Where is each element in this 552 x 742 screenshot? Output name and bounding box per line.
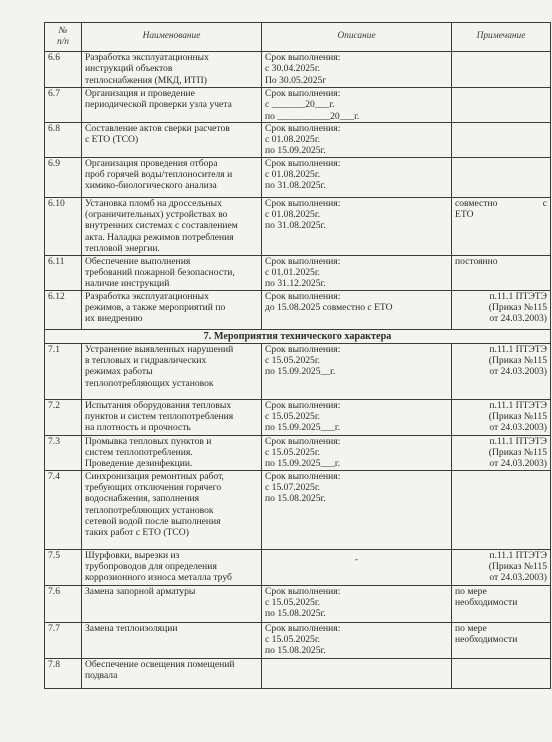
row-name [82, 290, 262, 329]
row-note-line: от 24.03.2003) [489, 366, 547, 378]
row-note [452, 122, 551, 157]
row-note-line: от 24.03.2003) [489, 572, 547, 584]
row-note [452, 622, 551, 658]
table-row [45, 157, 551, 197]
row-number: 7.3 [45, 435, 82, 470]
row-description-line: с 15.05.2025г. [265, 446, 321, 458]
row-note [452, 157, 551, 197]
row-description-line: по ___________20___г. [265, 110, 360, 122]
row-note-line: (Приказ №115 [488, 354, 547, 366]
row-name-line: проб горячей воды/теплоносителя и [85, 169, 233, 181]
row-note-line: (Приказ №115 [488, 410, 547, 422]
row-name [82, 343, 262, 399]
row-name-line: тепловой энергии. [85, 242, 160, 254]
row-number: 6.12 [45, 290, 82, 329]
row-note [452, 255, 551, 290]
row-name-line: Разработка эксплуатационных [85, 290, 209, 302]
row-name-line: таких работ с ЕТО (ТСО) [85, 527, 189, 539]
row-note [452, 470, 551, 549]
row-note [452, 88, 551, 123]
row-name [82, 622, 262, 658]
row-description [262, 343, 452, 399]
row-number: 6.6 [45, 52, 82, 88]
row-name-line: акта. Наладка режимов потребления [85, 231, 234, 243]
row-name-line: требующих отключения горячего [85, 481, 222, 493]
row-description-line: с 15.05.2025г. [265, 354, 321, 366]
row-description-line: по 31.08.2025г. [265, 180, 326, 192]
table-header-row [45, 23, 551, 52]
row-description-line: Срок выполнения: [265, 52, 341, 63]
row-name-line: с ЕТО (ТСО) [85, 134, 139, 146]
row-description [262, 399, 452, 435]
row-description-line: по 15.09.2025___г. [265, 422, 341, 434]
row-number: 6.10 [45, 197, 82, 255]
table-row [45, 585, 551, 622]
row-description [262, 157, 452, 197]
row-note [452, 343, 551, 399]
row-note [452, 290, 551, 329]
row-note-line: ЕТО [455, 209, 474, 221]
row-description-line: Срок выполнения: [265, 255, 341, 267]
rows-section-7 [45, 343, 551, 688]
row-name-line: на плотность и прочность [85, 422, 191, 434]
row-note-line: п.11.1 ПТЭТЭ [489, 290, 547, 302]
row-note [452, 585, 551, 622]
row-description-line: по 31.12.2025г. [265, 278, 326, 290]
row-description [262, 52, 452, 88]
row-description-line: - [354, 553, 359, 565]
row-note-word: совместно [455, 197, 498, 209]
row-name-line: Устранение выявленных нарушений [85, 343, 234, 355]
row-description-line: до 15.08.2025 совместно с ЕТО [265, 301, 393, 313]
row-description-line: с 01.08.2025г. [265, 169, 321, 181]
row-description-line: Срок выполнения: [265, 157, 341, 169]
row-name-line: Составление актов сверки расчетов [85, 122, 230, 134]
row-description-line: Срок выполнения: [265, 290, 341, 302]
row-name-line: пунктов и систем теплопотребления [85, 410, 234, 422]
section-heading-row [45, 329, 551, 343]
row-name [82, 255, 262, 290]
row-note [452, 399, 551, 435]
row-description-line: по 15.08.2025г. [265, 493, 326, 505]
row-name [82, 435, 262, 470]
row-note-line: п.11.1 ПТЭТЭ [489, 435, 547, 447]
header-number: № п/п [45, 23, 82, 52]
row-name-line: теплоснабжения (МКД, ИТП) [85, 74, 207, 86]
row-name-line: режимах работы [85, 366, 153, 378]
row-description [262, 88, 452, 123]
row-name-line: систем теплопотребления. [85, 446, 193, 458]
row-name-line: инструкций объектов [85, 63, 173, 75]
row-note [452, 197, 551, 255]
row-name-line: Промывка тепловых пунктов и [85, 435, 212, 447]
row-name-line: химико-биологического анализа [85, 180, 217, 192]
header-name: Наименование [82, 23, 262, 52]
row-note-line: (Приказ №115 [488, 446, 547, 458]
row-note [452, 52, 551, 88]
row-description-line: Срок выполнения: [265, 470, 341, 482]
row-description-line: с 15.05.2025г. [265, 410, 321, 422]
row-name [82, 470, 262, 549]
row-description-line: с 15.05.2025г. [265, 596, 321, 608]
row-description [262, 255, 452, 290]
row-name-line: коррозионного износа металла труб [85, 572, 232, 584]
row-name-line: Установка пломб на дроссельных [85, 197, 222, 209]
row-note-word: с [542, 197, 547, 209]
row-number: 7.1 [45, 343, 82, 399]
row-description-line: с 15.07.2025г. [265, 481, 321, 493]
row-description [262, 622, 452, 658]
row-description-line: Срок выполнения: [265, 435, 341, 447]
row-description [262, 470, 452, 549]
row-name [82, 88, 262, 123]
row-note-line: от 24.03.2003) [489, 313, 547, 325]
row-name-line: трубопроводов для определения [85, 560, 217, 572]
row-description-line: с 30.04.2025г. [265, 63, 321, 75]
table-row [45, 343, 551, 399]
row-name [82, 157, 262, 197]
row-description-line: по 15.09.2025г. [265, 145, 326, 157]
row-number: 6.9 [45, 157, 82, 197]
table-row [45, 435, 551, 470]
measures-table [44, 22, 551, 689]
row-number: 7.2 [45, 399, 82, 435]
row-name-line: Синхронизация ремонтных работ, [85, 470, 224, 482]
row-name-line: Замена теплоизоляции [85, 622, 178, 634]
row-note-line: п.11.1 ПТЭТЭ [489, 343, 547, 355]
row-name [82, 52, 262, 88]
row-name-line: Обеспечение освещения помещений [85, 658, 235, 670]
row-number: 6.8 [45, 122, 82, 157]
row-number: 7.8 [45, 658, 82, 688]
row-name-line: режимов, а также мероприятий по [85, 301, 226, 313]
row-description-line: с 01.08.2025г. [265, 134, 321, 146]
row-note-line: необходимости [455, 633, 518, 645]
row-description [262, 658, 452, 688]
row-note-line [455, 198, 547, 209]
row-name [82, 122, 262, 157]
row-name-line: Организация проведения отбора [85, 157, 218, 169]
row-name-line: Разработка эксплуатационных [85, 52, 209, 63]
row-description-line: Срок выполнения: [265, 622, 341, 634]
row-note-line: (Приказ №115 [488, 301, 547, 313]
row-description-line: по 31.08.2025г. [265, 220, 326, 232]
header-note: Примечание [452, 23, 551, 52]
row-name-line: водоснабжения, заполнения [85, 493, 200, 505]
row-note [452, 549, 551, 585]
table-row [45, 197, 551, 255]
row-description-line: Срок выполнения: [265, 122, 341, 134]
row-number: 7.6 [45, 585, 82, 622]
row-name-line: (ограничительных) устройствах во [85, 209, 228, 221]
row-description-line: Срок выполнения: [265, 343, 341, 355]
row-description-line: По 30.05.2025г [265, 74, 327, 86]
row-description [262, 435, 452, 470]
table-row [45, 470, 551, 549]
row-number: 7.4 [45, 470, 82, 549]
row-name-line: внутренних системах с составлением [85, 220, 238, 232]
section-heading: 7. Мероприятия технического характера [45, 329, 551, 343]
row-description [262, 549, 452, 585]
row-description-line: Срок выполнения: [265, 88, 341, 99]
row-note-line: по мере [455, 585, 487, 597]
row-description-line: по 15.08.2025г. [265, 645, 326, 657]
table-row [45, 88, 551, 123]
table-row [45, 549, 551, 585]
row-number: 6.7 [45, 88, 82, 123]
row-description-line: с 15.05.2025г. [265, 633, 321, 645]
row-note-line: необходимости [455, 596, 518, 608]
row-name-line: Проведение дезинфекции. [85, 458, 193, 470]
table-row [45, 622, 551, 658]
row-name-line: требований пожарной безопасности, [85, 267, 235, 279]
row-name-line: сетевой водой после выполнения [85, 515, 221, 527]
row-note-line: (Приказ №115 [488, 560, 547, 572]
header-description: Описание [262, 23, 452, 52]
row-note-line: п.11.1 ПТЭТЭ [489, 549, 547, 561]
table-row [45, 52, 551, 88]
table-row [45, 122, 551, 157]
row-note-line: по мере [455, 622, 487, 634]
row-name-line: подвала [85, 669, 118, 681]
row-description [262, 585, 452, 622]
row-name [82, 549, 262, 585]
row-name-line: в тепловых и гидравлических [85, 354, 207, 366]
section-7-title [45, 329, 551, 343]
row-description-line: с _______20___г. [265, 99, 335, 111]
row-name-line: периодической проверки узла учета [85, 99, 232, 111]
row-name-line: наличие инструкций [85, 278, 170, 290]
row-name-line: Шурфовки, вырезки из [85, 549, 180, 561]
row-name-line: теплопотребляющих установок [85, 504, 214, 516]
row-note-line: от 24.03.2003) [489, 422, 547, 434]
row-description [262, 290, 452, 329]
row-description [262, 122, 452, 157]
row-description-line: Срок выполнения: [265, 197, 341, 209]
row-note-line: постоянно [455, 255, 498, 267]
row-name [82, 585, 262, 622]
row-description-line: по 15.09.2025___г. [265, 458, 341, 470]
row-description-line: Срок выполнения: [265, 585, 341, 597]
row-description-line: Срок выполнения: [265, 399, 341, 411]
row-note-line: п.11.1 ПТЭТЭ [489, 399, 547, 411]
row-description-line: с 01.08.2025г. [265, 209, 321, 221]
row-number: 7.5 [45, 549, 82, 585]
row-name-line: Организация и проведение [85, 88, 195, 99]
row-name [82, 399, 262, 435]
row-number: 7.7 [45, 622, 82, 658]
row-description-line: по 15.08.2025г. [265, 608, 326, 620]
row-name-line: теплопотребляющих установок [85, 377, 214, 389]
table-row [45, 399, 551, 435]
table-row [45, 658, 551, 688]
table-row [45, 290, 551, 329]
row-description-line: по 15.09.2025__г. [265, 366, 336, 378]
rows-section-6 [45, 52, 551, 330]
row-name [82, 658, 262, 688]
row-name [82, 197, 262, 255]
row-note [452, 658, 551, 688]
row-note [452, 435, 551, 470]
row-name-line: Замена запорной арматуры [85, 585, 196, 597]
row-description [262, 197, 452, 255]
row-number: 6.11 [45, 255, 82, 290]
row-note-line: от 24.03.2003) [489, 458, 547, 470]
row-name-line: Испытания оборудования тепловых [85, 399, 232, 411]
row-name-line: Обеспечение выполнения [85, 255, 191, 267]
row-name-line: их внедрению [85, 313, 143, 325]
row-description-line: с 01.01.2025г. [265, 267, 321, 279]
table-row [45, 255, 551, 290]
